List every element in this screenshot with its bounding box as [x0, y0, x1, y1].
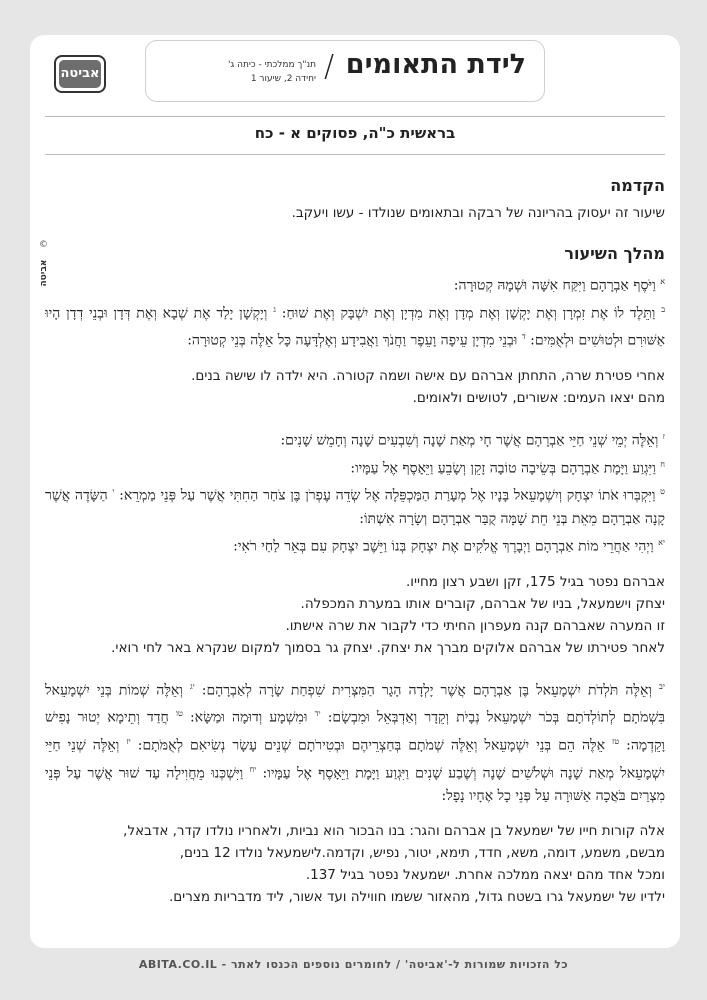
abita-logo: [54, 55, 106, 93]
verse-text: וַתֵּלֶד לוֹ אֶת זִמְרָן וְאֶת יָקְשָׁן וְאֶת מְדָן וְאֶת מִדְיָן וְאֶת יִשְׁבָּק וְאֶת שׁוּחַ:: [281, 305, 656, 322]
verse-block-3: [45, 675, 665, 809]
verse-number: ז: [662, 431, 665, 441]
verse-number: ט: [660, 487, 665, 497]
summary-line: ילדיו של ישמעאל גרו בשטח גדול, מהאזור ששמו חווילה ועד אשור, ליד מדבריות מצרים.: [168, 889, 665, 906]
verse-text: וְאֵלֶּה שְׁנֵי חַיֵּי יִשְׁמָעֵאל מְאַת שָׁנָה וּשְׁלֹשִׁים שָׁנָה וְשֶׁבַע שָׁנִים וַיִּגְוַע וַיָּמָת וַיֵּאָסֶף אֶל עַמָּיו:: [45, 737, 665, 782]
intro-heading: הקדמה: [610, 176, 665, 195]
verse-text: וַיִּגְוַע וַיָּמָת אַבְרָהָם בְּשֵׂיבָה טוֹבָה זָקֵן וְשָׂבֵעַ וַיֵּאָסֶף אֶל עַמָּיו:: [350, 460, 656, 477]
verse-block-1: [45, 270, 665, 353]
summary-block-1: [45, 365, 665, 409]
verse-number: טז: [612, 736, 620, 746]
summary-line: יצחק וישמעאל, בניו של אברהם, קוברים אותו במערת המכפלה.: [300, 595, 665, 612]
verse-number: יז: [126, 736, 131, 746]
verse-text: וְיָקְשָׁן יָלַד אֶת שְׁבָא וְאֶת דְּדָן וּבְנֵי דְדָן הָיוּ אַשּׁוּרִם וּלְטוּשִׁים וּלְאֻמִּים:: [45, 305, 665, 349]
verse-text: וְאֵלֶּה שְׁמוֹת בְּנֵי יִשְׁמָעֵאל בִּשְׁמֹתָם לְתוֹלְדֹתָם בְּכֹר יִשְׁמָעֵאל נְבָיֹת וְקֵדָר וְאַדְבְּאֵל וּמִבְשָׂם:: [45, 682, 666, 726]
summary-block-3: [45, 820, 665, 908]
side-brand: אביטה: [39, 259, 49, 287]
verse-text: וַיִּשְׁכְּנוּ מֵחֲוִילָה עַד שׁוּר אֲשֶׁר עַל פְּנֵי מִצְרַיִם בֹּאֲכָה אַשּׁוּרָה עַל פְּנֵי כָל אֶחָיו נָפָל:: [45, 765, 665, 805]
verse-text: וּמִשְׁמָע וְדוּמָה וּמַשָּׂא:: [189, 709, 308, 726]
verse-text: חֲדַד וְתֵימָא יְטוּר נָפִישׁ וָקֵדְמָה:: [45, 709, 666, 754]
verse-number: ח: [660, 459, 665, 469]
verse-text: אֵלֶּה הֵם בְּנֵי יִשְׁמָעֵאל וְאֵלֶּה שְׁמֹתָם בְּחַצְרֵיהֶם וּבְטִירֹתָם שְׁנֵים עָשָׂר נְשִׂיאִם לְאֻמֹּתָם:: [137, 737, 606, 754]
grade-label: תנ"ך ממלכתי - כיתה ג': [228, 60, 316, 70]
lesson-meta: [206, 58, 316, 86]
verse-number: יד: [314, 709, 321, 719]
lesson-heading: מהלך השיעור: [564, 244, 665, 263]
summary-line: זו המערה שאברהם קנה מעפרון החיתי כדי לקבור את שרה אישתו.: [285, 617, 665, 634]
verse-number: יב: [659, 681, 665, 691]
lesson-header: [145, 40, 545, 102]
verse-text: וַיִּקְבְּרוּ אֹתוֹ יִצְחָק וְיִשְׁמָעֵאל בָּנָיו אֶל מְעָרַת הַמַּכְפֵּלָה אֶל שְׂדֵה עֶפְרֹן בֶּן צֹחַר הַחִתִּי אֲשֶׁר עַל פְּנֵי מַמְרֵא:: [119, 487, 656, 504]
summary-line: אברהם נפטר בגיל 175, זקן ושבע רצון מחייו.: [405, 573, 665, 590]
verse-text: וַיְהִי אַחֲרֵי מוֹת אַבְרָהָם וַיְבָרֶךְ אֱלֹקִים אֶת יִצְחָק בְּנוֹ וַיֵּשֶׁב יִצְחָק עִם בְּאֵר לַחַי רֹאִי:: [233, 538, 654, 555]
verse-number: טו: [175, 709, 183, 719]
intro-text: שיעור זה יעסוק בהריונה של רבקה ובתאומים שנולדו - עשו ויעקב.: [291, 205, 665, 221]
lesson-content: [45, 116, 665, 908]
verse-number: יא: [658, 537, 665, 547]
verse-block-2: [45, 425, 665, 559]
copyright-icon: ©: [39, 240, 48, 250]
verse-text: וַיֹּסֶף אַבְרָהָם וַיִּקַּח אִשָּׁה וּשְׁמָהּ קְטוּרָה:: [453, 277, 656, 294]
source-title: בראשית כ"ה, פסוקים א - כח: [254, 124, 456, 142]
summary-line: ומכל אחד מהם יצאה ממלכה אחרת. ישמעאל נפטר בגיל 137.: [305, 867, 665, 884]
verse-number: א: [660, 277, 665, 286]
title-separator: /: [324, 49, 335, 84]
verse-number: ב: [661, 304, 666, 314]
summary-block-2: [45, 571, 665, 659]
unit-label: יחידה 2, שיעור 1: [250, 74, 316, 84]
summary-line: אלה קורות חייו של ישמעאל בן אברהם והגר: בנו הבכור הוא נביות, ולאחריו נולדו קדר, אדבאל,: [123, 823, 665, 840]
logo-text: אביטה: [59, 60, 101, 88]
verse-number: יג: [189, 681, 195, 691]
verse-text: הַשָּׂדֶה אֲשֶׁר קָנָה אַבְרָהָם מֵאֵת בְּנֵי חֵת שָׁמָּה קֻבַּר אַבְרָהָם וְשָׂרָה אִשְׁתּוֹ:: [45, 487, 665, 527]
footer-rights: כל הזכויות שמורות ל-'אביטה' / לחומרים נוספים הכנסו לאתר - ABITA.CO.IL: [138, 958, 569, 971]
verse-text: וּבְנֵי מִדְיָן עֵיפָה וָעֵפֶר וַחֲנֹךְ וַאֲבִידָע וְאֶלְדָּעָה כָּל אֵלֶּה בְּנֵי קְטוּרָה:: [187, 332, 518, 349]
summary-line: מהם יצאו העמים: אשורים, לטושים ולאומים.: [412, 389, 665, 406]
summary-line: מבשם, משמע, דומה, משא, חדד, תימא, יטור, נפיש, וקדמה.לישמעאל נולדו 12 בנים,: [179, 845, 665, 862]
page-title: לידת התאומים: [345, 49, 526, 80]
verse-number: י: [112, 487, 115, 497]
summary-line: אחרי פטירת שרה, התחתן אברהם עם אישה ושמה קטורה. היא ילדה לו שישה בנים.: [191, 367, 665, 384]
verse-number: יח: [249, 764, 257, 774]
verse-text: וְאֵלֶּה תֹּלְדֹת יִשְׁמָעֵאל בֶּן אַבְרָהָם אֲשֶׁר יָלְדָה הָגָר הַמִּצְרִית שִׁפְחַת שָׂרָה לְאַבְרָהָם:: [201, 682, 652, 699]
verse-text: וְאֵלֶּה יְמֵי שְׁנֵי חַיֵּי אַבְרָהָם אֲשֶׁר חָי מְאַת שָׁנָה וְשִׁבְעִים שָׁנָה וְחָמֵשׁ שָׁנִים:: [280, 432, 659, 449]
verse-number: ד: [521, 332, 526, 342]
verse-number: ג: [273, 304, 276, 314]
summary-line: לאחר פטירתו של אברהם אלוקים מברך את יצחק. יצחק גר בסמוך למקום שנקרא באר לחי רואי.: [111, 639, 665, 656]
